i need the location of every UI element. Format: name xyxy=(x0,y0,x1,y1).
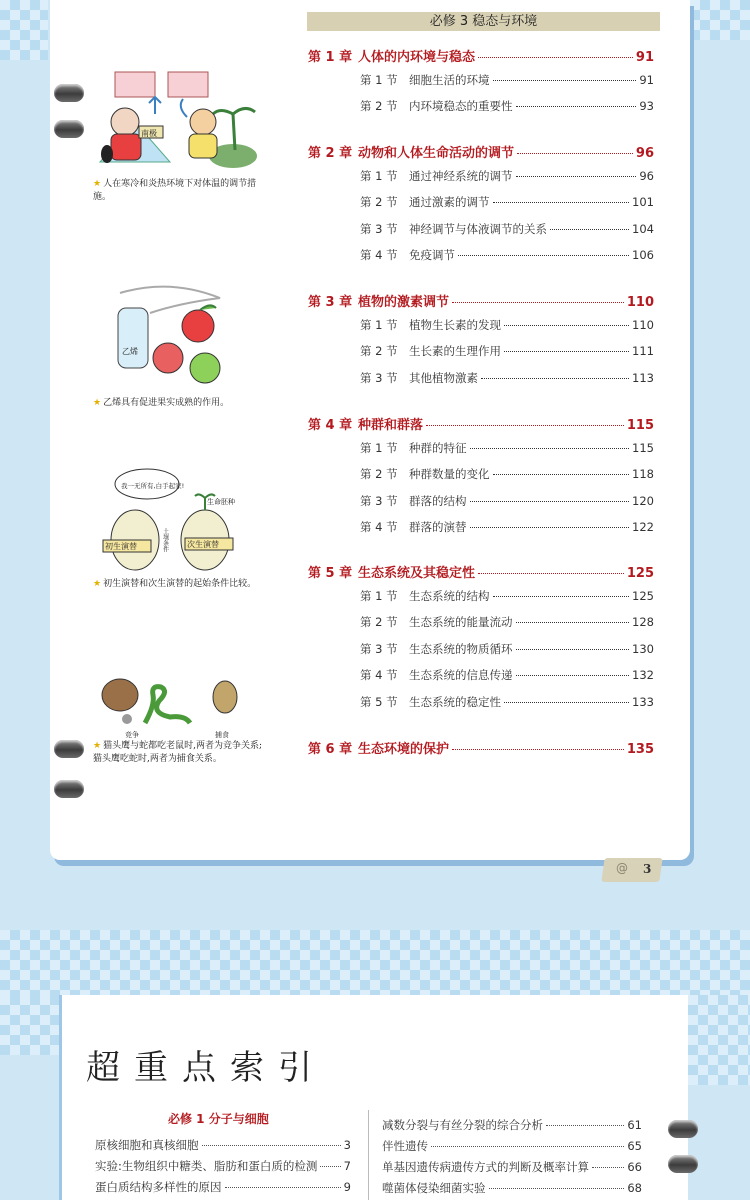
section-number: 第 3 节 xyxy=(360,641,398,656)
chapter-page: 91 xyxy=(635,50,654,65)
section-row[interactable] xyxy=(360,221,654,237)
section-page: 91 xyxy=(639,73,654,87)
dot-leader xyxy=(452,749,624,750)
dot-leader xyxy=(431,1146,624,1147)
chapter-number: 第 5 章 xyxy=(308,566,353,581)
index-subtitle: 必修 1 分子与细胞 xyxy=(168,1112,269,1126)
section-page: 93 xyxy=(639,99,654,114)
index-entry-page: 65 xyxy=(627,1139,642,1153)
section-title: 内环境稳态的重要性 xyxy=(409,99,513,114)
chapter-row[interactable] xyxy=(308,414,654,433)
section-row[interactable] xyxy=(360,247,654,263)
section-page: 101 xyxy=(632,195,654,210)
section-title: 细胞生活的环境 xyxy=(409,73,490,87)
dot-leader xyxy=(225,1187,341,1188)
section-page: 104 xyxy=(632,221,654,236)
checker-band xyxy=(0,930,750,1000)
dot-leader xyxy=(516,176,637,177)
binder-ring-2 xyxy=(54,120,84,138)
section-page: 118 xyxy=(632,467,654,482)
dot-leader xyxy=(489,1188,625,1189)
snake xyxy=(145,687,190,723)
dot-leader xyxy=(470,448,630,449)
caption-2: ★ 乙烯具有促进果实成熟的作用。 xyxy=(93,398,230,408)
section-row[interactable] xyxy=(360,614,654,630)
page-number-tab xyxy=(601,858,662,882)
chapter-number: 第 3 章 xyxy=(308,295,353,310)
section-title: 其他植物激素 xyxy=(409,370,478,385)
section-page: 111 xyxy=(632,344,654,359)
index-entry[interactable] xyxy=(95,1158,351,1174)
index-entry-title: 实验:生物组织中糖类、脂肪和蛋白质的检测 xyxy=(95,1159,318,1173)
star-icon: ★ xyxy=(93,579,102,589)
ethylene-illustration xyxy=(110,278,245,393)
section-title: 种群数量的变化 xyxy=(409,467,490,482)
section-page: 128 xyxy=(632,615,654,630)
dot-leader xyxy=(504,325,629,326)
section-row[interactable] xyxy=(360,72,654,88)
dot-leader xyxy=(493,474,630,475)
cold-person-body xyxy=(111,134,141,160)
binder-ring-4 xyxy=(54,780,84,798)
section-number: 第 4 节 xyxy=(360,668,398,683)
checker-top-right xyxy=(690,0,750,40)
binder-ring-3 xyxy=(54,740,84,758)
index-entry-title: 减数分裂与有丝分裂的综合分析 xyxy=(382,1118,543,1132)
chapter-row[interactable] xyxy=(308,291,654,310)
skin-hot-diagram xyxy=(168,72,208,97)
section-number: 第 2 节 xyxy=(360,344,398,359)
chapter-page: 125 xyxy=(626,566,654,581)
section-page: 122 xyxy=(632,520,654,535)
dot-leader xyxy=(550,229,629,230)
chapter-page: 115 xyxy=(626,418,654,433)
section-row[interactable] xyxy=(360,440,654,456)
page-number: 3 xyxy=(643,862,652,876)
apple-green-right xyxy=(190,353,220,383)
penguin xyxy=(101,145,113,163)
section-row[interactable] xyxy=(360,98,654,114)
owl-left xyxy=(102,679,138,711)
ethylene-bottle xyxy=(118,308,148,368)
section-row[interactable] xyxy=(360,667,654,683)
section-page: 130 xyxy=(632,641,654,656)
section-number: 第 1 节 xyxy=(360,73,398,87)
temperature-illustration xyxy=(95,52,260,174)
index-entry[interactable] xyxy=(382,1138,642,1154)
index-entry-title: 噬菌体侵染细菌实验 xyxy=(382,1181,486,1195)
dot-leader xyxy=(493,80,637,81)
dot-leader xyxy=(458,255,629,256)
swirl-icon: @ xyxy=(616,861,628,875)
section-number: 第 4 节 xyxy=(360,520,398,535)
chapter-page: 135 xyxy=(626,742,654,757)
dot-leader xyxy=(504,702,629,703)
dot-leader xyxy=(202,1145,341,1146)
section-page: 133 xyxy=(632,694,654,709)
seed-label: 生命胚种 xyxy=(207,498,235,506)
dot-leader xyxy=(478,57,633,58)
chapter-page: 96 xyxy=(635,146,654,161)
binder-ring-6 xyxy=(668,1155,698,1173)
dot-leader xyxy=(517,153,633,154)
owl-right xyxy=(213,681,237,713)
dot-leader xyxy=(493,202,630,203)
index-entry-title: 蛋白质结构多样性的原因 xyxy=(95,1180,222,1194)
chapter-title: 种群和群落 xyxy=(358,418,424,433)
section-row[interactable] xyxy=(360,466,654,482)
chapter-row[interactable] xyxy=(308,562,654,581)
section-title: 通过神经系统的调节 xyxy=(409,169,513,183)
hot-person-head xyxy=(190,109,216,135)
section-title: 群落的结构 xyxy=(409,493,467,508)
chapter-row[interactable] xyxy=(308,142,654,161)
leaf xyxy=(200,305,216,310)
section-page: 110 xyxy=(632,318,654,332)
dot-leader xyxy=(516,106,637,107)
section-title: 种群的特征 xyxy=(409,441,467,455)
star-icon: ★ xyxy=(93,741,102,751)
primary-label: 初生演替 xyxy=(105,542,137,551)
dot-leader xyxy=(452,302,624,303)
section-row[interactable] xyxy=(360,694,654,710)
section-title: 生态系统的稳定性 xyxy=(409,694,501,709)
index-entry-page: 7 xyxy=(343,1159,351,1173)
section-title: 群落的演替 xyxy=(409,520,467,535)
section-title: 通过激素的调节 xyxy=(409,195,490,210)
speech-bubble-text: 我一无所有,白手起家! xyxy=(121,482,185,490)
dot-leader xyxy=(470,527,630,528)
predation-label: 捕食 xyxy=(215,731,229,739)
section-number: 第 1 节 xyxy=(360,318,398,332)
dot-leader xyxy=(426,425,624,426)
dot-leader xyxy=(516,675,630,676)
section-number: 第 2 节 xyxy=(360,467,398,482)
index-entry[interactable] xyxy=(382,1117,642,1133)
chapter-number: 第 6 章 xyxy=(308,742,353,757)
dot-leader xyxy=(516,622,630,623)
binder-ring-5 xyxy=(668,1120,698,1138)
part-header: 必修 3 稳态与环境 xyxy=(307,12,660,31)
checker-top-left xyxy=(0,0,48,60)
chapter-title: 生态环境的保护 xyxy=(358,742,450,757)
section-page: 106 xyxy=(632,248,654,263)
food-web-illustration xyxy=(95,665,260,740)
section-title: 生态系统的物质循环 xyxy=(409,641,513,656)
section-title: 免疫调节 xyxy=(409,248,455,263)
compete-label: 竞争 xyxy=(125,731,139,739)
dot-leader xyxy=(470,501,630,502)
section-number: 第 3 节 xyxy=(360,221,398,236)
section-row[interactable] xyxy=(360,168,654,184)
section-row[interactable] xyxy=(360,317,654,333)
section-number: 第 2 节 xyxy=(360,195,398,210)
south-pole-sign: 南极 xyxy=(141,129,157,138)
dot-leader xyxy=(516,649,630,650)
apple-red-top xyxy=(182,310,214,342)
index-entry-page: 61 xyxy=(627,1118,642,1132)
apple-red-left xyxy=(153,343,183,373)
dot-leader xyxy=(592,1167,624,1168)
index-entry[interactable] xyxy=(382,1159,642,1175)
checker-right-strip xyxy=(688,995,750,1085)
section-row[interactable] xyxy=(360,194,654,210)
caption-4: ★ 猫头鹰与蛇都吃老鼠时,两者为竞争关系;猫头鹰吃蛇时,两者为捕食关系。 xyxy=(93,741,262,764)
index-entry[interactable] xyxy=(95,1179,351,1195)
section-title: 植物生长素的发现 xyxy=(409,318,501,332)
section-row[interactable] xyxy=(360,588,654,604)
index-title: 超重点索引 xyxy=(86,1048,326,1088)
succession-illustration xyxy=(95,468,260,578)
index-entry-page: 68 xyxy=(627,1181,642,1195)
mouse xyxy=(122,714,132,724)
chapter-page: 110 xyxy=(626,295,654,310)
index-entry-page: 3 xyxy=(343,1138,351,1152)
section-title: 生态系统的信息传递 xyxy=(409,668,513,683)
checker-left-strip xyxy=(0,995,62,1055)
arrow-up-icon xyxy=(149,97,161,114)
chapter-row[interactable] xyxy=(308,738,654,757)
chapter-number: 第 2 章 xyxy=(308,146,353,161)
section-number: 第 4 节 xyxy=(360,248,398,263)
index-entry[interactable] xyxy=(95,1137,351,1153)
chapter-row[interactable] xyxy=(308,46,654,65)
section-row[interactable] xyxy=(360,493,654,509)
section-number: 第 1 节 xyxy=(360,169,398,183)
dot-leader xyxy=(478,573,624,574)
index-divider xyxy=(368,1110,369,1200)
index-entry[interactable] xyxy=(382,1180,642,1196)
star-icon: ★ xyxy=(93,179,102,189)
dot-leader xyxy=(546,1125,624,1126)
arrow-curve-icon xyxy=(181,99,187,117)
cold-person-head xyxy=(111,108,139,136)
index-entry-page: 66 xyxy=(627,1160,642,1174)
section-page: 115 xyxy=(632,441,654,455)
chapter-title: 植物的激素调节 xyxy=(358,295,450,310)
star-icon: ★ xyxy=(93,398,102,408)
index-entry-title: 原核细胞和真核细胞 xyxy=(95,1138,199,1152)
section-row[interactable] xyxy=(360,641,654,657)
section-page: 132 xyxy=(632,668,654,683)
chapter-title: 人体的内环境与稳态 xyxy=(358,50,476,65)
index-entry-title: 单基因遗传病遗传方式的判断及概率计算 xyxy=(382,1160,589,1174)
ethylene-label: 乙烯 xyxy=(122,347,138,356)
hot-person-body xyxy=(189,134,217,158)
section-number: 第 3 节 xyxy=(360,370,398,385)
section-row[interactable] xyxy=(360,370,654,386)
soil-label: 土壤条件 xyxy=(161,528,169,552)
section-page: 125 xyxy=(632,589,654,603)
section-number: 第 2 节 xyxy=(360,99,398,114)
section-page: 120 xyxy=(632,493,654,508)
palm-tree xyxy=(213,108,255,150)
section-title: 生态系统的能量流动 xyxy=(409,615,513,630)
section-number: 第 1 节 xyxy=(360,441,398,455)
chapter-title: 生态系统及其稳定性 xyxy=(358,566,476,581)
section-row[interactable] xyxy=(360,343,654,359)
section-title: 生态系统的结构 xyxy=(409,589,490,603)
section-row[interactable] xyxy=(360,519,654,535)
section-title: 生长素的生理作用 xyxy=(409,344,501,359)
secondary-label: 次生演替 xyxy=(187,540,219,549)
index-entry-page: 9 xyxy=(343,1180,351,1194)
section-number: 第 3 节 xyxy=(360,493,398,508)
section-page: 96 xyxy=(639,169,654,183)
chapter-title: 动物和人体生命活动的调节 xyxy=(358,146,515,161)
caption-1: ★ 人在寒冷和炎热环境下对体温的调节措施。 xyxy=(93,179,257,202)
section-number: 第 5 节 xyxy=(360,694,398,709)
binder-ring-1 xyxy=(54,84,84,102)
caption-3: ★ 初生演替和次生演替的起始条件比较。 xyxy=(93,579,257,589)
dot-leader xyxy=(504,351,629,352)
chapter-number: 第 4 章 xyxy=(308,418,353,433)
dot-leader xyxy=(493,596,630,597)
dot-leader xyxy=(481,378,629,379)
section-number: 第 2 节 xyxy=(360,615,398,630)
index-entry-title: 伴性遗传 xyxy=(382,1139,428,1153)
section-page: 113 xyxy=(632,370,654,385)
section-title: 神经调节与体液调节的关系 xyxy=(409,221,547,236)
chapter-number: 第 1 章 xyxy=(308,50,353,65)
skin-cold-diagram xyxy=(115,72,155,97)
section-number: 第 1 节 xyxy=(360,589,398,603)
dot-leader xyxy=(320,1166,340,1167)
